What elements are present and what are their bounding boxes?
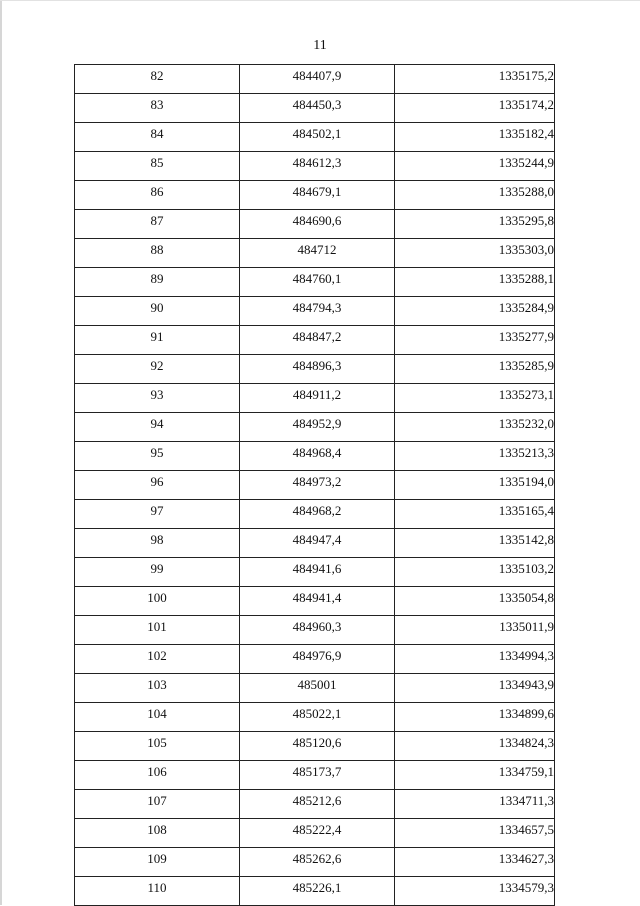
table-row (75, 790, 555, 819)
table-row (75, 123, 555, 152)
x-coordinate-cell: 485173,7 (240, 761, 395, 790)
y-coordinate-cell: 1335288,1 (395, 268, 555, 297)
point-number-cell: 107 (75, 790, 240, 819)
point-number-cell: 94 (75, 413, 240, 442)
point-number-cell: 106 (75, 761, 240, 790)
y-coordinate-cell: 1335175,2 (395, 65, 555, 94)
y-coordinate-cell: 1334943,9 (395, 674, 555, 703)
point-number-cell: 98 (75, 529, 240, 558)
table-row (75, 152, 555, 181)
x-coordinate-cell: 484968,4 (240, 442, 395, 471)
y-coordinate-cell: 1335174,2 (395, 94, 555, 123)
point-number-cell: 104 (75, 703, 240, 732)
point-number-cell: 105 (75, 732, 240, 761)
y-coordinate-cell: 1335288,0 (395, 181, 555, 210)
y-coordinate-cell: 1334899,6 (395, 703, 555, 732)
point-number-cell: 92 (75, 355, 240, 384)
table-row (75, 732, 555, 761)
point-number-cell: 89 (75, 268, 240, 297)
y-coordinate-cell: 1335011,9 (395, 616, 555, 645)
table-row (75, 616, 555, 645)
table-row (75, 268, 555, 297)
table-row (75, 587, 555, 616)
x-coordinate-cell: 484911,2 (240, 384, 395, 413)
table-row (75, 877, 555, 906)
table-row (75, 297, 555, 326)
table-row (75, 384, 555, 413)
x-coordinate-cell: 484960,3 (240, 616, 395, 645)
x-coordinate-cell: 484407,9 (240, 65, 395, 94)
x-coordinate-cell: 484794,3 (240, 297, 395, 326)
table-row (75, 529, 555, 558)
point-number-cell: 85 (75, 152, 240, 181)
y-coordinate-cell: 1335194,0 (395, 471, 555, 500)
table-row (75, 761, 555, 790)
table-row (75, 471, 555, 500)
y-coordinate-cell: 1335232,0 (395, 413, 555, 442)
point-number-cell: 95 (75, 442, 240, 471)
y-coordinate-cell: 1335054,8 (395, 587, 555, 616)
point-number-cell: 83 (75, 94, 240, 123)
table-row (75, 326, 555, 355)
y-coordinate-cell: 1335103,2 (395, 558, 555, 587)
y-coordinate-cell: 1335277,9 (395, 326, 555, 355)
point-number-cell: 91 (75, 326, 240, 355)
table-row (75, 645, 555, 674)
x-coordinate-cell: 484941,6 (240, 558, 395, 587)
x-coordinate-cell: 485262,6 (240, 848, 395, 877)
x-coordinate-cell: 484896,3 (240, 355, 395, 384)
x-coordinate-cell: 484760,1 (240, 268, 395, 297)
table-row (75, 94, 555, 123)
y-coordinate-cell: 1334994,3 (395, 645, 555, 674)
y-coordinate-cell: 1335244,9 (395, 152, 555, 181)
y-coordinate-cell: 1334579,3 (395, 877, 555, 906)
x-coordinate-cell: 485222,4 (240, 819, 395, 848)
page-edge-top (0, 0, 640, 1)
point-number-cell: 87 (75, 210, 240, 239)
x-coordinate-cell: 484947,4 (240, 529, 395, 558)
y-coordinate-cell: 1334657,5 (395, 819, 555, 848)
y-coordinate-cell: 1335303,0 (395, 239, 555, 268)
point-number-cell: 86 (75, 181, 240, 210)
y-coordinate-cell: 1335142,8 (395, 529, 555, 558)
point-number-cell: 102 (75, 645, 240, 674)
point-number-cell: 100 (75, 587, 240, 616)
x-coordinate-cell: 485001 (240, 674, 395, 703)
point-number-cell: 97 (75, 500, 240, 529)
point-number-cell: 82 (75, 65, 240, 94)
point-number-cell: 88 (75, 239, 240, 268)
page-edge (0, 0, 2, 905)
x-coordinate-cell: 484690,6 (240, 210, 395, 239)
table-row (75, 355, 555, 384)
y-coordinate-cell: 1335213,3 (395, 442, 555, 471)
y-coordinate-cell: 1335285,9 (395, 355, 555, 384)
table-row (75, 65, 555, 94)
table-row (75, 210, 555, 239)
point-number-cell: 108 (75, 819, 240, 848)
table-row (75, 413, 555, 442)
y-coordinate-cell: 1335165,4 (395, 500, 555, 529)
y-coordinate-cell: 1334711,3 (395, 790, 555, 819)
point-number-cell: 93 (75, 384, 240, 413)
table-row (75, 442, 555, 471)
point-number-cell: 109 (75, 848, 240, 877)
x-coordinate-cell: 485120,6 (240, 732, 395, 761)
x-coordinate-cell: 484502,1 (240, 123, 395, 152)
x-coordinate-cell: 485226,1 (240, 877, 395, 906)
y-coordinate-cell: 1335182,4 (395, 123, 555, 152)
y-coordinate-cell: 1334824,3 (395, 732, 555, 761)
x-coordinate-cell: 484679,1 (240, 181, 395, 210)
table-row (75, 239, 555, 268)
x-coordinate-cell: 484847,2 (240, 326, 395, 355)
point-number-cell: 101 (75, 616, 240, 645)
y-coordinate-cell: 1334759,1 (395, 761, 555, 790)
y-coordinate-cell: 1335284,9 (395, 297, 555, 326)
point-number-cell: 90 (75, 297, 240, 326)
table-row (75, 500, 555, 529)
x-coordinate-cell: 484450,3 (240, 94, 395, 123)
table-row (75, 558, 555, 587)
x-coordinate-cell: 484712 (240, 239, 395, 268)
table-row (75, 848, 555, 877)
x-coordinate-cell: 485022,1 (240, 703, 395, 732)
point-number-cell: 103 (75, 674, 240, 703)
x-coordinate-cell: 484952,9 (240, 413, 395, 442)
point-number-cell: 84 (75, 123, 240, 152)
point-number-cell: 99 (75, 558, 240, 587)
table-row (75, 703, 555, 732)
table-row (75, 819, 555, 848)
coordinates-table (74, 64, 555, 906)
x-coordinate-cell: 484968,2 (240, 500, 395, 529)
y-coordinate-cell: 1335273,1 (395, 384, 555, 413)
page-number: 11 (313, 38, 327, 53)
table-row (75, 181, 555, 210)
point-number-cell: 110 (75, 877, 240, 906)
y-coordinate-cell: 1334627,3 (395, 848, 555, 877)
y-coordinate-cell: 1335295,8 (395, 210, 555, 239)
x-coordinate-cell: 485212,6 (240, 790, 395, 819)
x-coordinate-cell: 484973,2 (240, 471, 395, 500)
coordinates-table-body (75, 65, 555, 906)
x-coordinate-cell: 484612,3 (240, 152, 395, 181)
x-coordinate-cell: 484941,4 (240, 587, 395, 616)
point-number-cell: 96 (75, 471, 240, 500)
x-coordinate-cell: 484976,9 (240, 645, 395, 674)
table-row (75, 674, 555, 703)
